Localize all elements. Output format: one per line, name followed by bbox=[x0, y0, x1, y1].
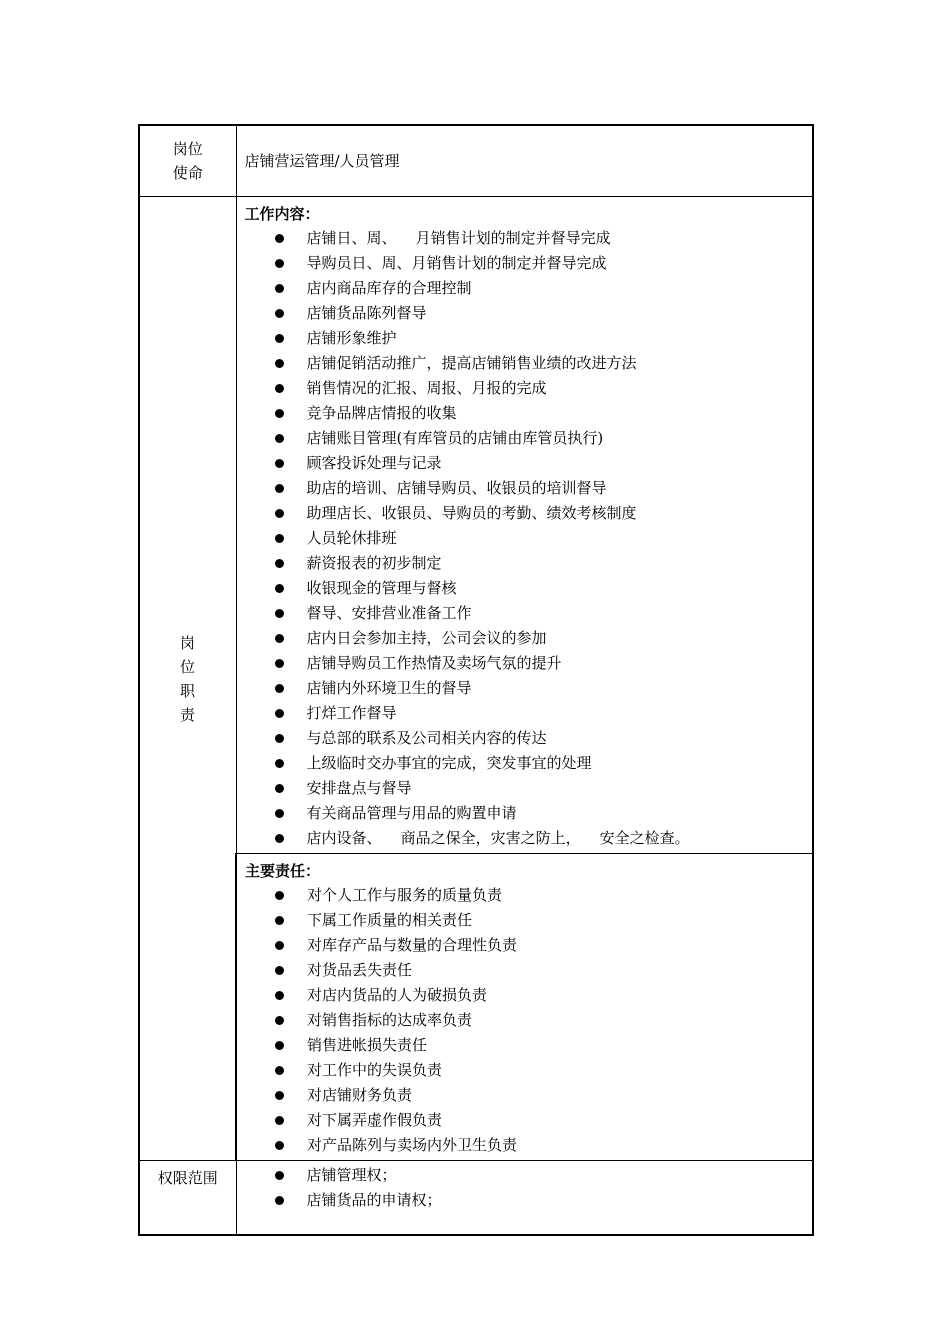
main-responsibilities-cell bbox=[236, 854, 813, 1161]
bullet-icon bbox=[275, 609, 284, 618]
bullet-icon bbox=[275, 809, 284, 818]
bullet-icon bbox=[275, 784, 284, 793]
bullet-icon bbox=[275, 834, 284, 843]
bullet-icon bbox=[275, 484, 284, 493]
list-item-text: 店内设备、 商品之保全，灾害之防上， 安全之检查。 bbox=[306, 829, 690, 847]
main-responsibilities-title: 主要责任： bbox=[245, 862, 321, 880]
list-item-text: 店铺日、周、 月销售计划的制定并督导完成 bbox=[306, 229, 611, 247]
list-item-text: 上级临时交办事宜的完成，突发事宜的处理 bbox=[306, 754, 592, 772]
list-item bbox=[245, 751, 805, 776]
list-item bbox=[245, 826, 805, 851]
job-description-table bbox=[138, 124, 814, 1236]
bullet-icon bbox=[275, 966, 284, 975]
list-item bbox=[245, 376, 805, 401]
authority-cell bbox=[236, 1161, 813, 1236]
duties-label-char: 岗 bbox=[179, 633, 195, 652]
bullet-icon bbox=[275, 991, 284, 1000]
bullet-icon bbox=[275, 509, 284, 518]
list-item bbox=[245, 451, 805, 476]
bullet-icon bbox=[275, 559, 284, 568]
bullet-icon bbox=[275, 284, 284, 293]
list-item-text: 导购员日、周、月销售计划的制定并督导完成 bbox=[306, 254, 607, 272]
list-item bbox=[245, 1008, 804, 1033]
bullet-icon bbox=[275, 916, 284, 925]
list-item bbox=[245, 551, 805, 576]
list-item bbox=[245, 301, 805, 326]
bullet-icon bbox=[275, 334, 284, 343]
list-item-text: 销售情况的汇报、周报、月报的完成 bbox=[306, 379, 547, 397]
list-item bbox=[245, 501, 805, 526]
bullet-icon bbox=[275, 759, 284, 768]
mission-label-cell bbox=[139, 125, 236, 197]
list-item-text: 店铺形象维护 bbox=[306, 329, 397, 347]
bullet-icon bbox=[275, 1066, 284, 1075]
list-item-text: 店铺货品陈列督导 bbox=[306, 304, 427, 322]
list-item-text: 与总部的联系及公司相关内容的传达 bbox=[306, 729, 547, 747]
list-item-text: 薪资报表的初步制定 bbox=[306, 554, 442, 572]
list-item bbox=[245, 933, 804, 958]
list-item bbox=[245, 1058, 804, 1083]
list-item bbox=[245, 426, 805, 451]
list-item-text: 店内商品库存的合理控制 bbox=[306, 279, 472, 297]
bullet-icon bbox=[275, 459, 284, 468]
bullet-icon bbox=[275, 1116, 284, 1125]
list-item-text: 对下属弄虚作假负责 bbox=[307, 1111, 443, 1129]
list-item bbox=[245, 1108, 804, 1133]
bullet-icon bbox=[275, 1196, 284, 1205]
list-item-text: 打烊工作督导 bbox=[306, 704, 397, 722]
list-item bbox=[245, 276, 805, 301]
list-item-text: 督导、安排营业准备工作 bbox=[306, 604, 472, 622]
bullet-icon bbox=[275, 384, 284, 393]
work-content-row bbox=[139, 197, 813, 854]
list-item-text: 店铺账目管理(有库管员的店铺由库管员执行) bbox=[306, 429, 604, 447]
authority-label: 权限范围 bbox=[139, 1161, 236, 1236]
bullet-icon bbox=[275, 534, 284, 543]
list-item-text: 助店的培训、店铺导购员、收银员的培训督导 bbox=[306, 479, 607, 497]
list-item-text: 助理店长、收银员、导购员的考勤、绩效考核制度 bbox=[306, 504, 637, 522]
bullet-icon bbox=[275, 409, 284, 418]
bullet-icon bbox=[275, 1016, 284, 1025]
work-content-cell bbox=[236, 197, 813, 854]
mission-label-line2: 使命 bbox=[172, 164, 203, 182]
list-item-text: 店铺导购员工作热情及卖场气氛的提升 bbox=[306, 654, 562, 672]
list-item-text: 店铺促销活动推广，提高店铺销售业绩的改进方法 bbox=[306, 354, 637, 372]
list-item-text: 下属工作质量的相关责任 bbox=[307, 911, 473, 929]
list-item bbox=[245, 726, 805, 751]
list-item-text: 店铺货品的申请权； bbox=[306, 1191, 442, 1209]
bullet-icon bbox=[275, 584, 284, 593]
list-item-text: 店铺内外环境卫生的督导 bbox=[306, 679, 472, 697]
list-item bbox=[245, 226, 805, 251]
list-item-text: 对产品陈列与卖场内外卫生负责 bbox=[307, 1136, 518, 1154]
bullet-icon bbox=[275, 1171, 284, 1180]
list-item bbox=[245, 1188, 805, 1213]
main-responsibilities-row bbox=[139, 854, 813, 1161]
list-item bbox=[245, 251, 805, 276]
bullet-icon bbox=[275, 734, 284, 743]
list-item-text: 顾客投诉处理与记录 bbox=[306, 454, 442, 472]
mission-row bbox=[139, 125, 813, 197]
bullet-icon bbox=[275, 891, 284, 900]
bullet-icon bbox=[275, 709, 284, 718]
bullet-icon bbox=[275, 234, 284, 243]
list-item bbox=[245, 651, 805, 676]
list-item bbox=[245, 701, 805, 726]
list-item bbox=[245, 983, 804, 1008]
list-item-text: 有关商品管理与用品的购置申请 bbox=[306, 804, 517, 822]
list-item bbox=[245, 476, 805, 501]
list-item-text: 对个人工作与服务的质量负责 bbox=[307, 886, 503, 904]
bullet-icon bbox=[275, 1141, 284, 1150]
bullet-icon bbox=[275, 634, 284, 643]
list-item-text: 竞争品牌店情报的收集 bbox=[306, 404, 457, 422]
list-item bbox=[245, 401, 805, 426]
list-item bbox=[245, 908, 804, 933]
work-content-title: 工作内容： bbox=[244, 205, 320, 223]
list-item bbox=[245, 1033, 804, 1058]
list-item-text: 安排盘点与督导 bbox=[306, 779, 412, 797]
bullet-icon bbox=[275, 309, 284, 318]
list-item bbox=[245, 1133, 804, 1158]
list-item bbox=[245, 576, 805, 601]
list-item-text: 销售进帐损失责任 bbox=[307, 1036, 428, 1054]
list-item-text: 人员轮休排班 bbox=[306, 529, 397, 547]
list-item-text: 对店内货品的人为破损负责 bbox=[307, 986, 488, 1004]
main-responsibilities-list bbox=[245, 883, 804, 1158]
mission-text: 店铺营运管理/人员管理 bbox=[236, 125, 813, 197]
list-item bbox=[245, 883, 804, 908]
duties-label-char: 位 bbox=[179, 657, 195, 676]
bullet-icon bbox=[275, 434, 284, 443]
bullet-icon bbox=[275, 259, 284, 268]
bullet-icon bbox=[275, 1041, 284, 1050]
list-item bbox=[245, 1163, 805, 1188]
list-item bbox=[245, 801, 805, 826]
bullet-icon bbox=[275, 659, 284, 668]
authority-list bbox=[245, 1163, 805, 1213]
list-item bbox=[245, 351, 805, 376]
list-item-text: 对库存产品与数量的合理性负责 bbox=[307, 936, 518, 954]
list-item bbox=[245, 601, 805, 626]
bullet-icon bbox=[275, 359, 284, 368]
work-content-list bbox=[245, 226, 805, 851]
duties-label-char: 职 bbox=[179, 681, 195, 700]
bullet-icon bbox=[275, 684, 284, 693]
list-item-text: 店内日会参加主持，公司会议的参加 bbox=[306, 629, 547, 647]
list-item-text: 店铺管理权； bbox=[306, 1166, 397, 1184]
list-item-text: 对工作中的失误负责 bbox=[307, 1061, 443, 1079]
list-item bbox=[245, 676, 805, 701]
list-item-text: 收银现金的管理与督核 bbox=[306, 579, 457, 597]
list-item bbox=[245, 776, 805, 801]
bullet-icon bbox=[275, 941, 284, 950]
list-item bbox=[245, 526, 805, 551]
list-item-text: 对货品丢失责任 bbox=[307, 961, 413, 979]
authority-row bbox=[139, 1161, 813, 1236]
duties-label-char: 责 bbox=[179, 705, 195, 724]
list-item bbox=[245, 326, 805, 351]
bullet-icon bbox=[275, 1091, 284, 1100]
duties-label-cell bbox=[139, 197, 236, 1161]
list-item bbox=[245, 626, 805, 651]
list-item-text: 对销售指标的达成率负责 bbox=[307, 1011, 473, 1029]
list-item-text: 对店铺财务负责 bbox=[307, 1086, 413, 1104]
list-item bbox=[245, 1083, 804, 1108]
list-item bbox=[245, 958, 804, 983]
mission-label-line1: 岗位 bbox=[172, 140, 203, 158]
